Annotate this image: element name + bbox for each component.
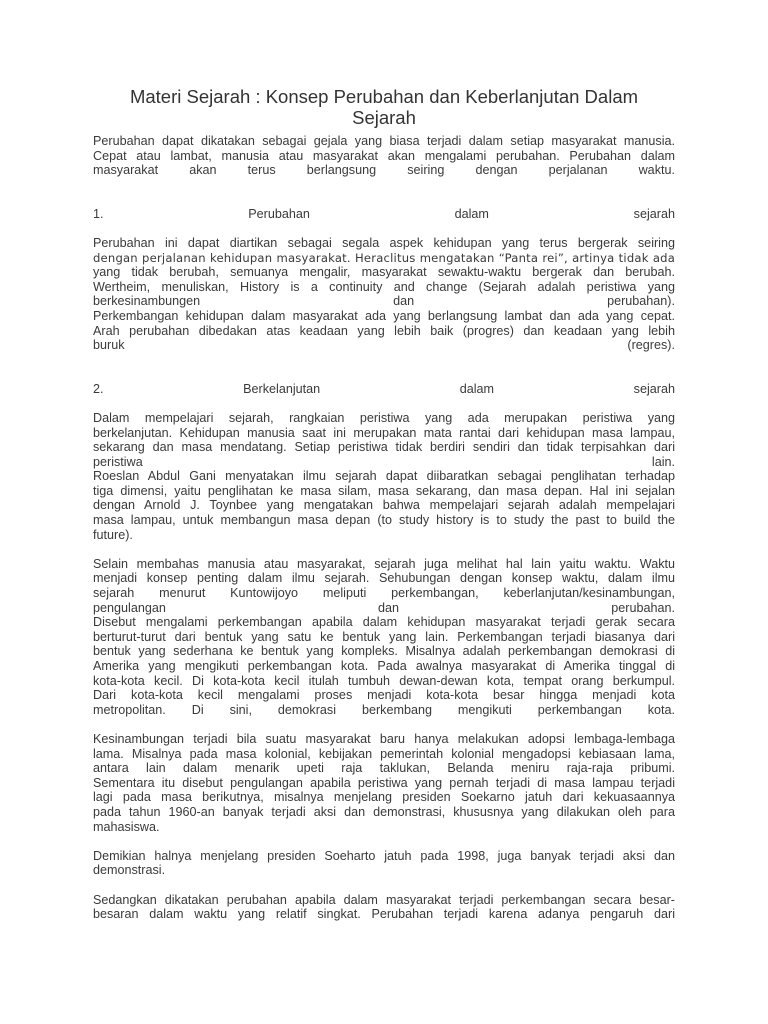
section-1-paragraph — [93, 236, 675, 353]
section-word: dalam — [454, 206, 489, 221]
section-word: Berkelanjutan — [243, 381, 321, 396]
text-line: tiga dimensi, yaitu penglihatan ke masa silam, masa sekarang, dan masa depan. Hal ini sejalan — [93, 483, 675, 498]
text-line: Kesinambungan terjadi bila suatu masyarakat baru hanya melakukan adopsi lembaga-lembaga — [93, 731, 675, 746]
text-line: sekarang dan masa mendatang. Setiap peristiwa tidak berdiri sendiri dan tidak terpisahkan dari — [93, 440, 675, 455]
section-word: Perubahan — [248, 206, 310, 221]
time-concept-paragraph — [93, 557, 675, 718]
section-word: dalam — [459, 381, 495, 396]
section-2-paragraph — [93, 411, 675, 542]
text-line: mahasiswa. — [93, 819, 160, 834]
document-page — [93, 86, 675, 922]
section-word: sejarah — [633, 206, 675, 221]
text-line: dengan Arnold J. Toynbee yang mengatakan bahwa mempelajari sejarah adalah mempelajari — [93, 498, 675, 513]
page-title — [93, 86, 675, 128]
text-line: peristiwa lain. — [93, 454, 675, 469]
text-line: metropolitan. Di sini, demokrasi berkembang mengikuti perkembangan kota. — [93, 702, 675, 717]
text-line: berkesinambungen dan perubahan). — [93, 294, 675, 309]
text-line: berkelanjutan. Kehidupan manusia saat ini merupakan mata rantai dari kehidupan masa lampau, — [93, 425, 675, 440]
section-word: sejarah — [633, 381, 675, 396]
text-line: demonstrasi. — [93, 863, 166, 878]
text-line: Dalam mempelajari sejarah, rangkaian peristiwa yang ada merupakan peristiwa yang — [93, 410, 675, 425]
text-line: lama. Misalnya pada masa kolonial, kebijakan pemerintah kolonial mengadopsi kebiasaan lama, — [93, 746, 675, 761]
section-number: 2. — [93, 381, 104, 396]
text-line: lagi pada masa berikutnya, misalnya menjelang presiden Soekarno jatuh dari kekuasaannya — [93, 790, 675, 805]
text-line: Demikian halnya menjelang presiden Soeharto jatuh pada 1998, juga banyak terjadi aksi dan — [93, 848, 675, 863]
text-line: bentuk yang sederhana ke bentuk yang kompleks. Misalnya adalah perkembangan demokrasi di — [93, 644, 675, 659]
text-line: buruk (regres). — [93, 338, 675, 353]
text-line: masa lampau, untuk membangun masa depan (to study history is to study the past to build the — [93, 513, 675, 528]
text-line: Cepat atau lambat, manusia atau masyarakat akan mengalami perubahan. Perubahan dalam — [93, 148, 675, 163]
text-line: Disebut mengalami perkembangan apabila dalam kehidupan masyarakat terjadi gerak secara — [93, 615, 675, 630]
text-line: Dari kota-kota kecil mengalami proses menjadi kota-kota besar hingga menjadi kota — [93, 688, 675, 703]
text-line: dengan perjalanan kehidupan masyarakat. Heraclitus mengatakan “Panta rei”, artinya tidak ada — [93, 250, 675, 265]
section-number: 1. — [93, 206, 104, 221]
change-paragraph — [93, 893, 675, 922]
text-line: pada tahun 1960-an banyak terjadi aksi dan demonstrasi, khususnya yang dilakukan oleh para — [93, 804, 675, 819]
text-line: future). — [93, 527, 133, 542]
text-line: Amerika yang mengikuti perkembangan kota. Pada awalnya masyarakat di Amerika tinggal di — [93, 659, 675, 673]
section-heading-1 — [93, 207, 675, 222]
text-line: besaran dalam waktu yang relatif singkat. Perubahan terjadi karena adanya pengaruh dari — [93, 907, 675, 922]
text-line: Perubahan ini dapat diartikan sebagai segala aspek kehidupan yang terus bergerak seiring — [93, 235, 675, 250]
continuity-paragraph — [93, 732, 675, 834]
text-line: Perkembangan kehidupan dalam masyarakat ada yang berlangsung lambat dan ada yang cepat. — [93, 308, 675, 323]
text-line: sejarah menurut Kuntowijoyo meliputi perkembangan, keberlanjutan/kesinambungan, — [93, 586, 675, 601]
intro-paragraph — [93, 134, 675, 178]
text-line: menjadi konsep penting dalam ilmu sejarah. Sehubungan dengan konsep waktu, dalam ilmu — [93, 571, 675, 586]
text-line: Wertheim, menuliskan, History is a continuity and change (Sejarah adalah peristiwa yang — [93, 279, 675, 294]
text-line: Roeslan Abdul Gani menyatakan ilmu sejarah dapat diibaratkan sebagai penglihatan terhadap — [93, 469, 675, 484]
title-line-1: Materi Sejarah : Konsep Perubahan dan Keberlanjutan Dalam — [129, 86, 639, 107]
text-line: Perubahan dapat dikatakan sebagai gejala yang biasa terjadi dalam setiap masyarakat manusia. — [93, 134, 675, 148]
text-line: yang tidak berubah, semuanya mengalir, masyarakat sewaktu-waktu bergerak dan berubah. — [93, 265, 675, 280]
text-line: Sedangkan dikatakan perubahan apabila dalam masyarakat terjadi perkembangan secara besar- — [93, 892, 675, 907]
text-line: Arah perubahan dibedakan atas keadaan yang lebih baik (progres) dan keadaan yang lebih — [93, 323, 675, 338]
text-line: berturut-turut dari bentuk yang satu ke bentuk yang lain. Perkembangan terjadi biasanya dari — [93, 629, 675, 644]
text-line: Selain membahas manusia atau masyarakat, sejarah juga melihat hal lain yaitu waktu. Waktu — [93, 556, 675, 571]
soeharto-paragraph — [93, 849, 675, 878]
title-line-2: Sejarah — [352, 107, 416, 128]
section-heading-2 — [93, 382, 675, 397]
text-line: antara lain dalam menarik upeti raja taklukan, Belanda meniru raja-raja pribumi. — [93, 761, 675, 776]
text-line: kota-kota kecil. Di kota-kota kecil itulah tumbuh dewan-dewan kota, tempat orang berkumpul. — [93, 673, 675, 688]
text-line: masyarakat akan terus berlangsung seiring dengan perjalanan waktu. — [93, 163, 675, 178]
text-line: Sementara itu disebut pengulangan apabila peristiwa yang pernah terjadi di masa lampau terjadi — [93, 775, 675, 790]
text-line: pengulangan dan perubahan. — [93, 600, 675, 615]
